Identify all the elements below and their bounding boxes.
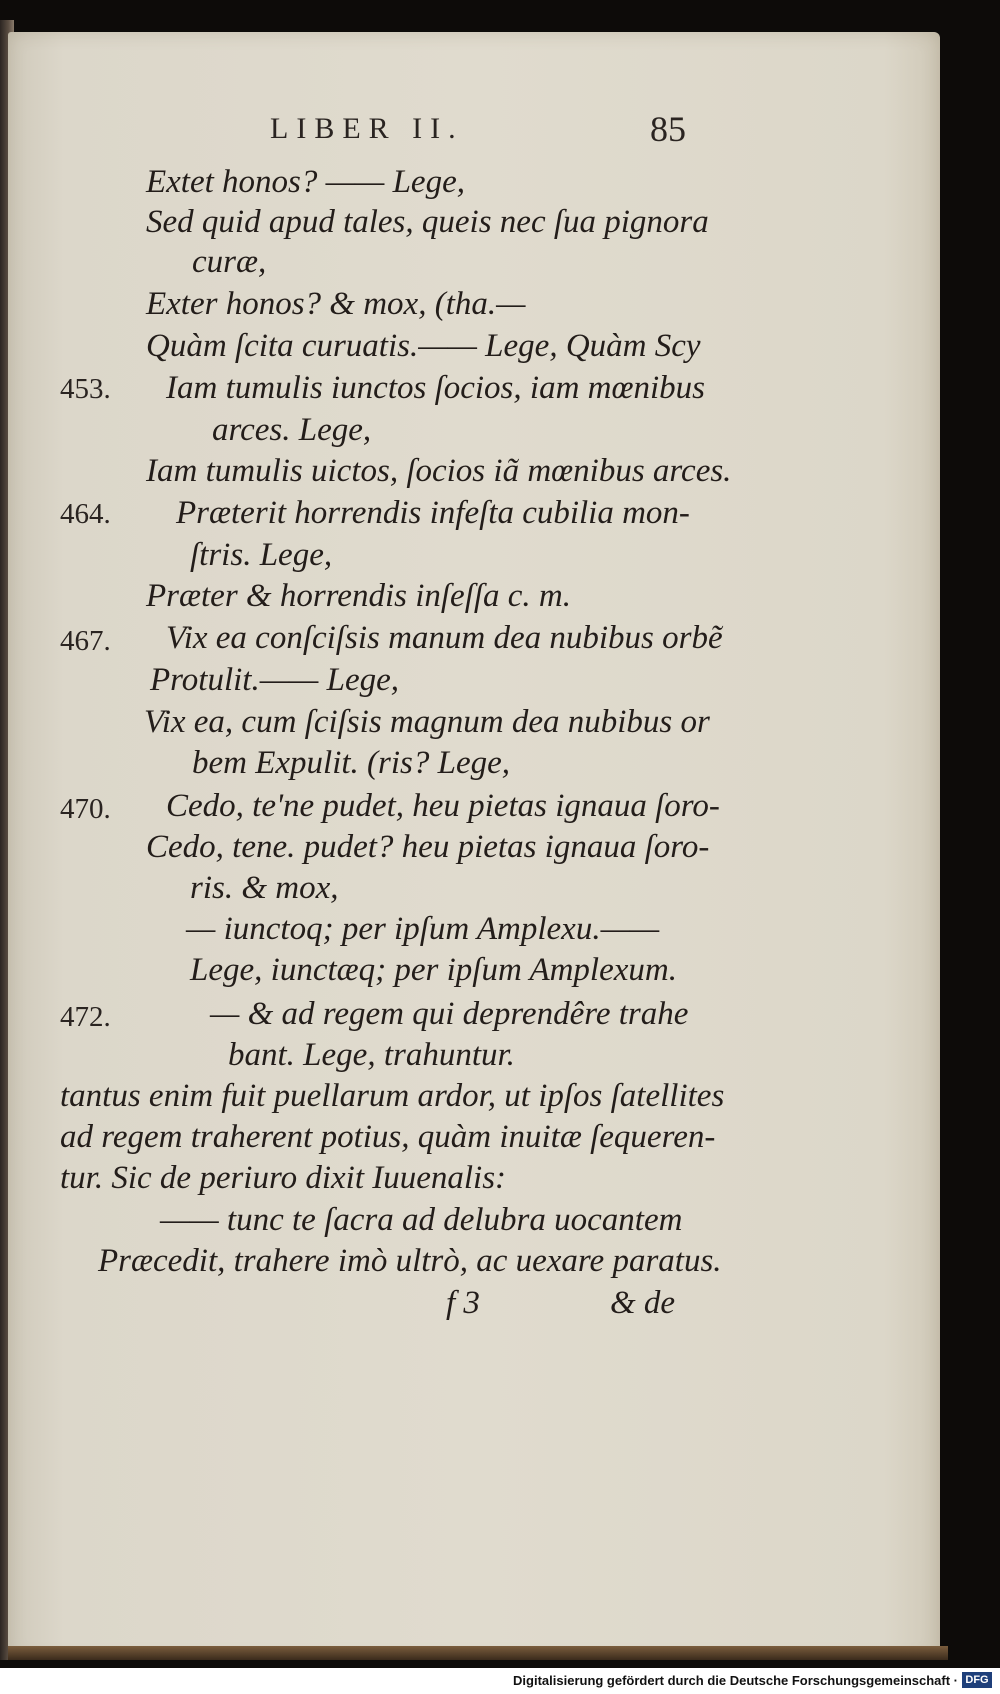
line-number: 453. <box>60 373 111 405</box>
text-line: Protulit.—— Lege, <box>150 662 400 698</box>
line-number: 470. <box>60 793 111 825</box>
page-edge <box>8 1646 948 1660</box>
catchword: & de <box>610 1285 676 1321</box>
text-line: Præter & horrendis inſeſſa c. m. <box>146 578 572 614</box>
text-line: ad regem traherent potius, quàm inuitæ ſequeren- <box>60 1119 716 1155</box>
text-line: Sed quid apud tales, queis nec ſua pignora <box>146 204 709 240</box>
text-line: bant. Lege, trahuntur. <box>228 1037 515 1073</box>
text-line: ſtris. Lege, <box>190 537 333 573</box>
text-line: arces. Lege, <box>212 412 372 448</box>
text-line: Cedo, te'ne pudet, heu pietas ignaua ſoro- <box>166 788 720 824</box>
text-line: —— tunc te ſacra ad delubra uocantem <box>160 1202 683 1238</box>
line-number: 472. <box>60 1001 111 1033</box>
dfg-logo: DFG <box>962 1672 992 1688</box>
text-line: tur. Sic de periuro dixit Iuuenalis: <box>60 1160 507 1196</box>
text-line: Exter honos? & mox, (tha.— <box>146 286 526 322</box>
text-line: Cedo, tene. pudet? heu pietas ignaua ſoro- <box>146 829 710 865</box>
text-line: bem Expulit. (ris? Lege, <box>192 745 511 781</box>
signature-mark: f 3 <box>446 1285 480 1321</box>
footer-credit: Digitalisierung gefördert durch die Deutsche Forschungsgemeinschaft · <box>513 1673 958 1688</box>
running-head: LIBER II. <box>270 112 464 145</box>
text-line: Lege, iunctæq; per ipſum Amplexum. <box>190 952 677 988</box>
text-line: tantus enim fuit puellarum ardor, ut ipſos ſatellites <box>60 1078 725 1114</box>
text-line: Iam tumulis uictos, ſocios iã mœnibus arces. <box>146 453 732 489</box>
text-line: — & ad regem qui deprendêre trahe <box>210 996 689 1032</box>
text-line: Vix ea, cum ſciſsis magnum dea nubibus or <box>144 704 710 740</box>
line-number: 467. <box>60 625 111 657</box>
text-line: Extet honos? —— Lege, <box>146 164 465 200</box>
line-number: 464. <box>60 498 111 530</box>
text-line: ris. & mox, <box>190 870 339 906</box>
text-line: curæ, <box>192 244 267 280</box>
text-line: Præterit horrendis infeſta cubilia mon- <box>176 495 690 531</box>
text-line: — iunctoq; per ipſum Amplexu.—— <box>186 911 660 947</box>
text-line: Iam tumulis iunctos ſocios, iam mœnibus <box>166 370 706 406</box>
page-number: 85 <box>650 109 686 149</box>
text-line: Quàm ſcita curuatis.—— Lege, Quàm Scy <box>146 328 701 364</box>
text-line: Præcedit, trahere imò ultrò, ac uexare paratus. <box>98 1243 722 1279</box>
text-line: Vix ea conſciſsis manum dea nubibus orbẽ <box>166 620 723 656</box>
